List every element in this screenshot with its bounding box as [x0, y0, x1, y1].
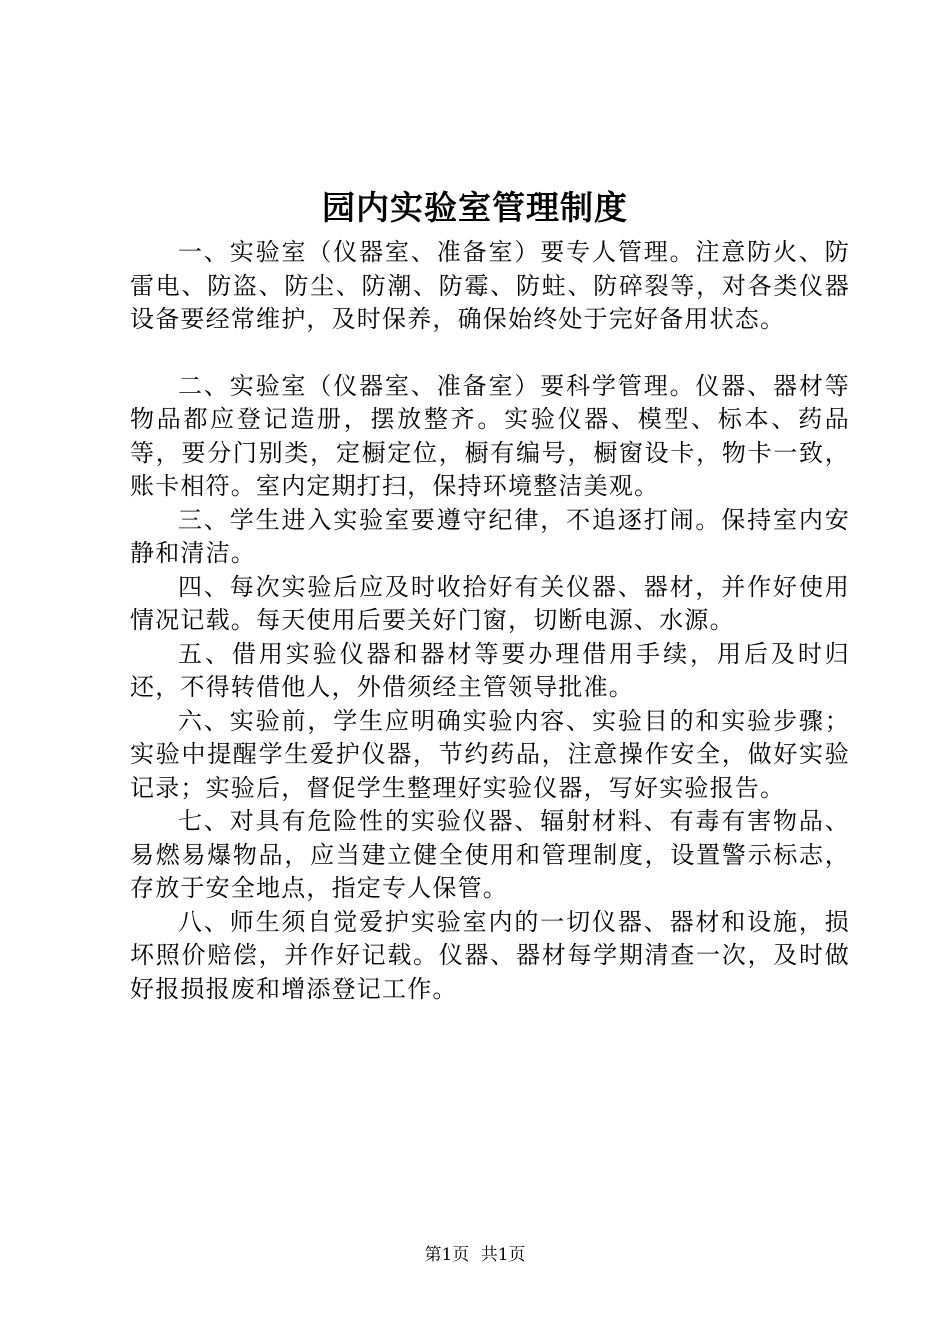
page-total: 共1页 — [480, 1245, 526, 1265]
paragraph-7: 七、对具有危险性的实验仪器、辐射材料、有毒有害物品、易燃易爆物品，应当建立健全使用和管理制度，设置警示标志，存放于安全地点，指定专人保管。 — [130, 807, 850, 902]
paragraph-6: 六、实验前，学生应明确实验内容、实验目的和实验步骤；实验中提醒学生爱护仪器，节约药品，注意操作安全，做好实验记录；实验后，督促学生整理好实验仪器，写好实验报告。 — [130, 706, 850, 802]
document-body — [130, 236, 850, 1006]
paragraph-4: 四、每次实验后应及时收拾好有关仪器、器材，并作好使用情况记载。每天使用后要关好门窗，切断电源、水源。 — [130, 572, 850, 634]
paragraph-8: 八、师生须自觉爱护实验室内的一切仪器、器材和设施，损坏照价赔偿，并作好记载。仪器、器材每学期清查一次，及时做好报损报废和增添登记工作。 — [130, 907, 850, 1003]
paragraph-3: 三、学生进入实验室要遵守纪律，不追逐打闹。保持室内安静和清洁。 — [130, 505, 850, 567]
paragraph-2: 二、实验室（仪器室、准备室）要科学管理。仪器、器材等物品都应登记造册，摆放整齐。实验仪器、模型、标本、药品等，要分门别类，定橱定位，橱有编号，橱窗设卡，物卡一致，账卡相符。室内定期打扫，保持环境整洁美观。 — [130, 371, 850, 500]
document-title: 园内实验室管理制度 — [322, 188, 628, 227]
page-number: 第1页 — [424, 1245, 470, 1265]
page-footer — [0, 1243, 950, 1267]
paragraph-1: 一、实验室（仪器室、准备室）要专人管理。注意防火、防雷电、防盗、防尘、防潮、防霉、防蛀、防碎裂等，对各类仪器设备要经常维护，及时保养，确保始终处于完好备用状态。 — [130, 238, 850, 333]
paragraph-5: 五、借用实验仪器和器材等要办理借用手续，用后及时归还，不得转借他人，外借须经主管领导批准。 — [130, 639, 850, 701]
